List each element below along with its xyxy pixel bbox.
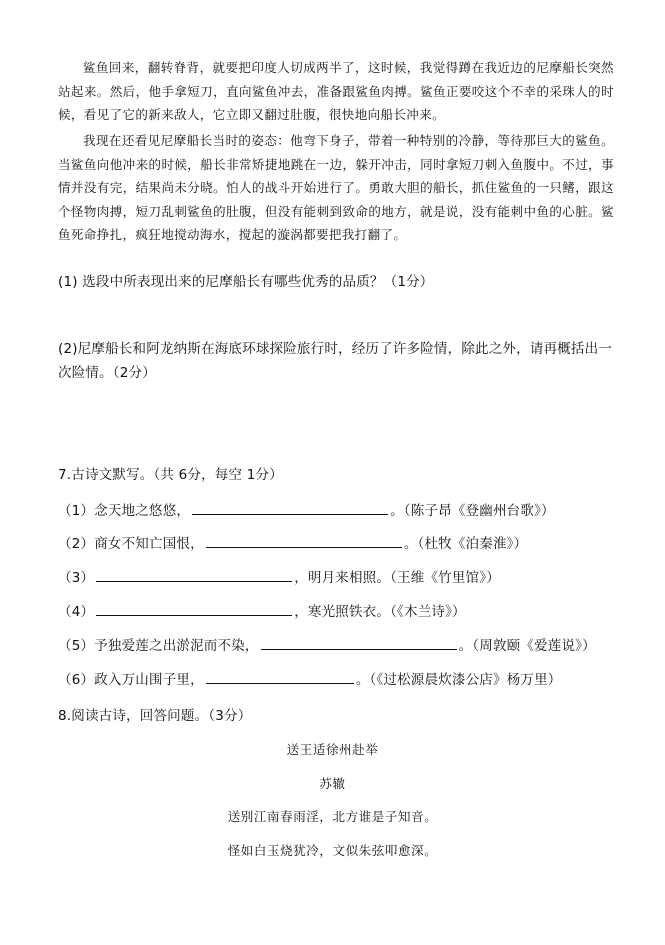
item-suffix: ，明月来相照。（王维《竹里馆》） — [294, 570, 500, 586]
answer-blank[interactable] — [206, 533, 402, 548]
item-number: （1） — [58, 503, 95, 519]
item-suffix: 。（《过松源晨炊漆公店》杨万里） — [355, 672, 562, 688]
item-suffix: 。（陈子昂《登幽州台歌》） — [390, 503, 555, 519]
item-number: （3） — [58, 570, 95, 586]
recitation-item-5 — [58, 635, 596, 656]
item-number: （2） — [58, 536, 95, 552]
recitation-item-4 — [58, 601, 466, 622]
item-suffix: ，寒光照铁衣。（《木兰诗》） — [294, 604, 466, 620]
recitation-item-2 — [58, 533, 527, 554]
item-prefix: 念天地之悠悠， — [94, 503, 191, 519]
answer-blank[interactable] — [206, 669, 354, 684]
question-6-2: (2)尼摩船长和阿龙纳斯在海底环球探险旅行时，经历了许多险情，除此之外，请再概括出一次险情。（2分） — [58, 341, 613, 381]
item-number: （4） — [58, 604, 95, 620]
item-prefix: 政入万山围子里， — [94, 672, 204, 688]
question-7-title: 7.古诗文默写。（共 6分，每空 1分） — [58, 467, 283, 483]
question-8-title: 8.阅读古诗，回答问题。（3分） — [58, 708, 252, 724]
item-suffix: 。（周敦颐《爱莲说》） — [458, 638, 596, 654]
question-6-1: (1) 选段中所表现出来的尼摩船长有哪些优秀的品质？（1分） — [58, 274, 434, 290]
recitation-item-1 — [58, 500, 555, 521]
passage-paragraph-2: 我现在还看见尼摩船长当时的姿态：他弯下身子，带着一种特别的冷静，等待那巨大的鲨鱼。当鲨鱼向他冲来的时候，船长非常矫捷地跳在一边，躲开冲击，同时拿短刀刺入鱼腹中。不过，事情并没有完，结果尚未分晓。怕人的战斗开始进行了。勇敢大胆的船长，抓住鲨鱼的一只鳍，跟这个怪物肉搏，短刀乱刺鲨鱼的肚腹，但没有能刺到致命的地方，就是说，没有能刺中鱼的心脏。鲨鱼死命挣扎，疯狂地搅动海水，搅起的漩涡都要把我打翻了。 — [58, 133, 614, 243]
poem-line-1: 送别江南春雨淫，北方谁是子知音。 — [227, 809, 438, 824]
poem-title: 送王适徐州赴举 — [286, 742, 379, 757]
recitation-item-6 — [58, 669, 562, 690]
answer-blank[interactable] — [261, 635, 457, 650]
passage-paragraph-1: 鲨鱼回来，翻转脊背，就要把印度人切成两半了，这时候，我觉得蹲在我近边的尼摩船长突然站起来。然后，他手拿短刀，直向鲨鱼冲去，准备跟鲨鱼肉搏。鲨鱼正要咬这个不幸的采珠人的时候，看见了它的新来敌人，它立即又翻过肚腹，很快地向船长冲来。 — [58, 60, 614, 123]
item-prefix: 予独爱莲之出淤泥而不染， — [94, 638, 259, 654]
recitation-item-3 — [58, 567, 500, 588]
answer-blank[interactable] — [96, 601, 292, 616]
item-number: （6） — [58, 672, 95, 688]
item-prefix: 商女不知亡国恨， — [94, 536, 204, 552]
answer-blank[interactable] — [192, 500, 388, 515]
item-suffix: 。（杜牧《泊秦淮》） — [403, 536, 528, 552]
poem-line-2: 怪如白玉烧犹冷，文似朱弦叩愈深。 — [227, 843, 438, 858]
item-number: （5） — [58, 638, 95, 654]
answer-blank[interactable] — [96, 567, 292, 582]
poem-author: 苏辙 — [319, 776, 346, 791]
